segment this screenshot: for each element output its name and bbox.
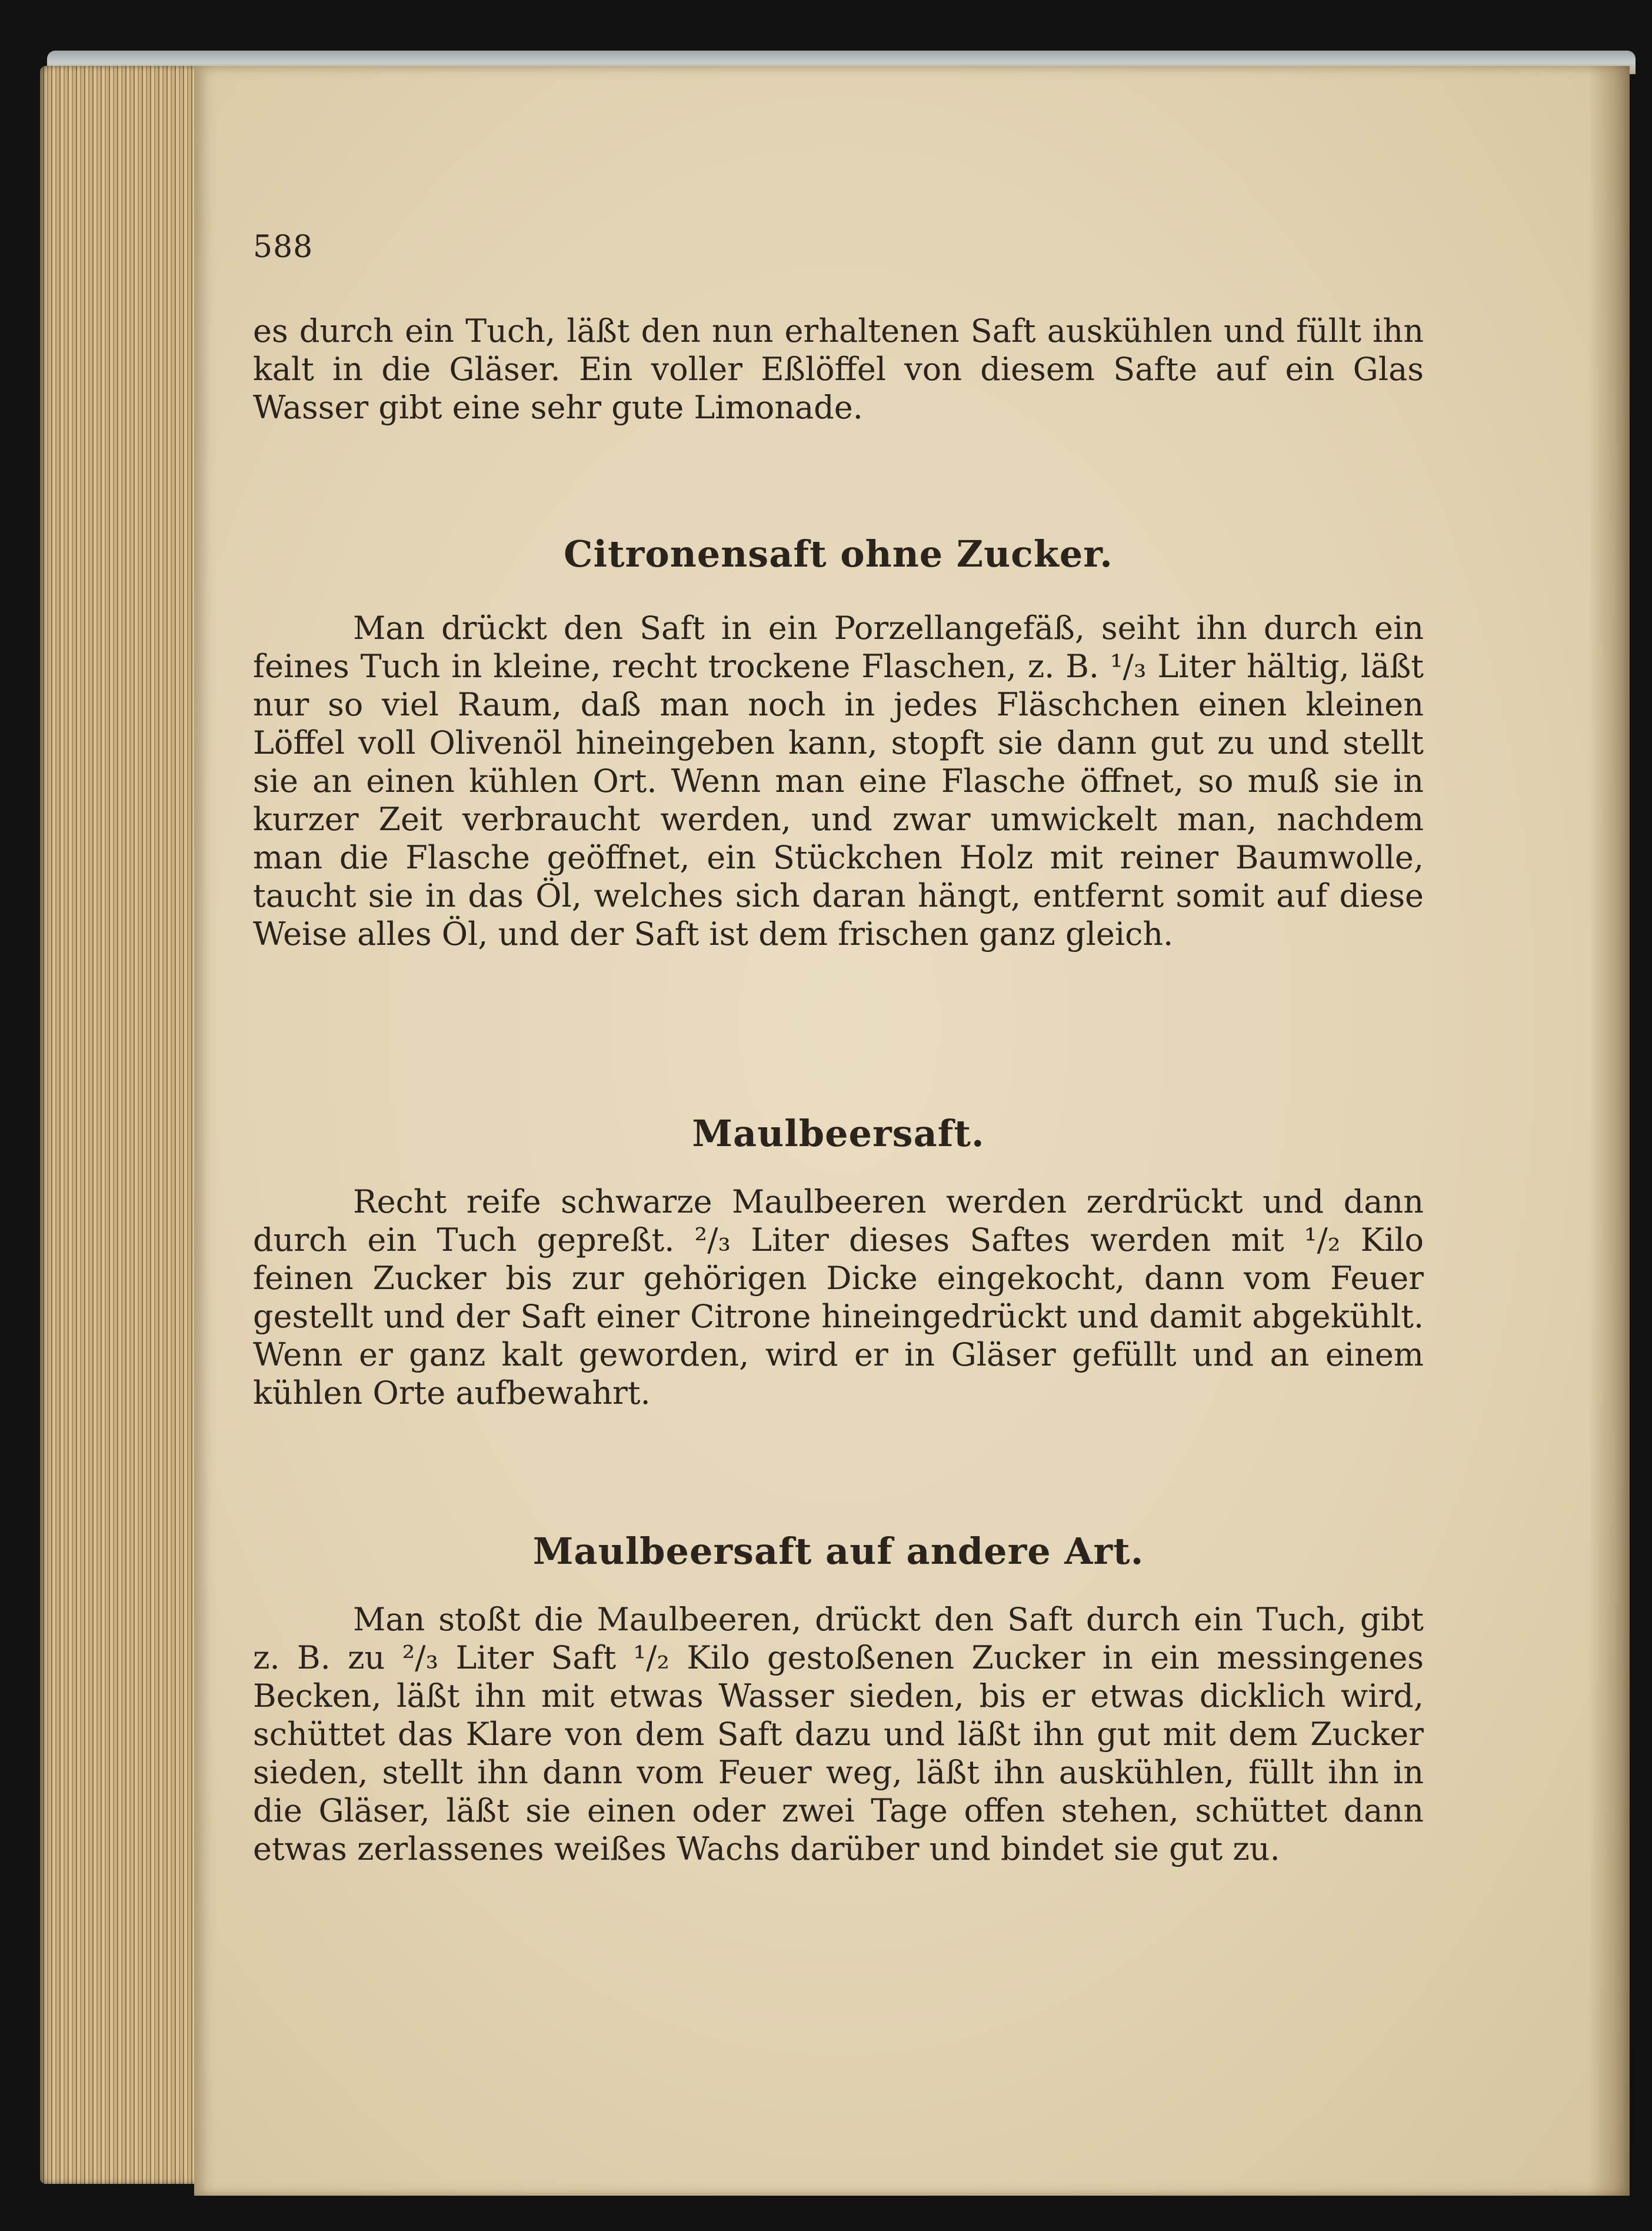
page-edges-stack bbox=[40, 66, 217, 2184]
heading-citronensaft: Citronensaft ohne Zucker. bbox=[564, 532, 1113, 575]
paragraph-maulbeersaft: Recht reife schwarze Maulbeeren werden zerdrückt und dann durch ein Tuch gepreßt. ²/₃ Liter dieses Saftes werden mit ¹/₂ Kilo feinen Zucker bis zur gehörigen Dicke eingekocht, dann vom Feuer gestellt und der Saft einer Citrone hineingedrückt und damit abgekühlt. Wenn er ganz kalt geworden, wird er in Gläser gefüllt und an einem kühlen Orte aufbewahrt. bbox=[253, 1183, 1424, 1411]
paragraph-citronensaft: Man drückt den Saft in ein Porzellangefäß, seiht ihn durch ein feines Tuch in kleine, recht trockene Flaschen, z. B. ¹/₃ Liter hältig, läßt nur so viel Raum, daß man noch in jedes Fläschchen einen kleinen Löffel voll Olivenöl hineingeben kann, stopft sie dann gut zu und stellt sie an einen kühlen Ort. Wenn man eine Flasche öffnet, so muß sie in kurzer Zeit verbraucht werden, und zwar umwickelt man, nachdem man die Flasche geöffnet, ein Stückchen Holz mit reiner Baumwolle, taucht sie in das Öl, welches sich daran hängt, entfernt somit auf diese Weise alles Öl, und der Saft ist dem frischen ganz gleich. bbox=[253, 610, 1424, 953]
paragraph-maulbeersaft-andere-art: Man stoßt die Maulbeeren, drückt den Saft durch ein Tuch, gibt z. B. zu ²/₃ Liter Saft ¹/₂ Kilo gestoßenen Zucker in ein messingenes Becken, läßt ihn mit etwas Wasser sieden, bis er etwas dicklich wird, schüttet das Klare von dem Saft dazu und läßt ihn gut mit dem Zucker sieden, stellt ihn dann vom Feuer weg, läßt ihn auskühlen, füllt ihn in die Gläser, läßt sie einen oder zwei Tage offen stehen, schüttet dann etwas zerlassenes weißes Wachs darüber und bindet sie gut zu. bbox=[253, 1601, 1424, 1867]
heading-maulbeersaft: Maulbeersaft. bbox=[692, 1112, 985, 1155]
heading-maulbeersaft-andere-art: Maulbeersaft auf andere Art. bbox=[532, 1530, 1144, 1573]
paragraph-intro: es durch ein Tuch, läßt den nun erhaltenen Saft auskühlen und füllt ihn kalt in die Gläser. Ein voller Eßlöffel von diesem Safte auf ein Glas Wasser gibt eine sehr gute Limonade. bbox=[253, 312, 1424, 426]
page-gutter bbox=[1588, 66, 1630, 2196]
page-number: 588 bbox=[253, 229, 314, 265]
